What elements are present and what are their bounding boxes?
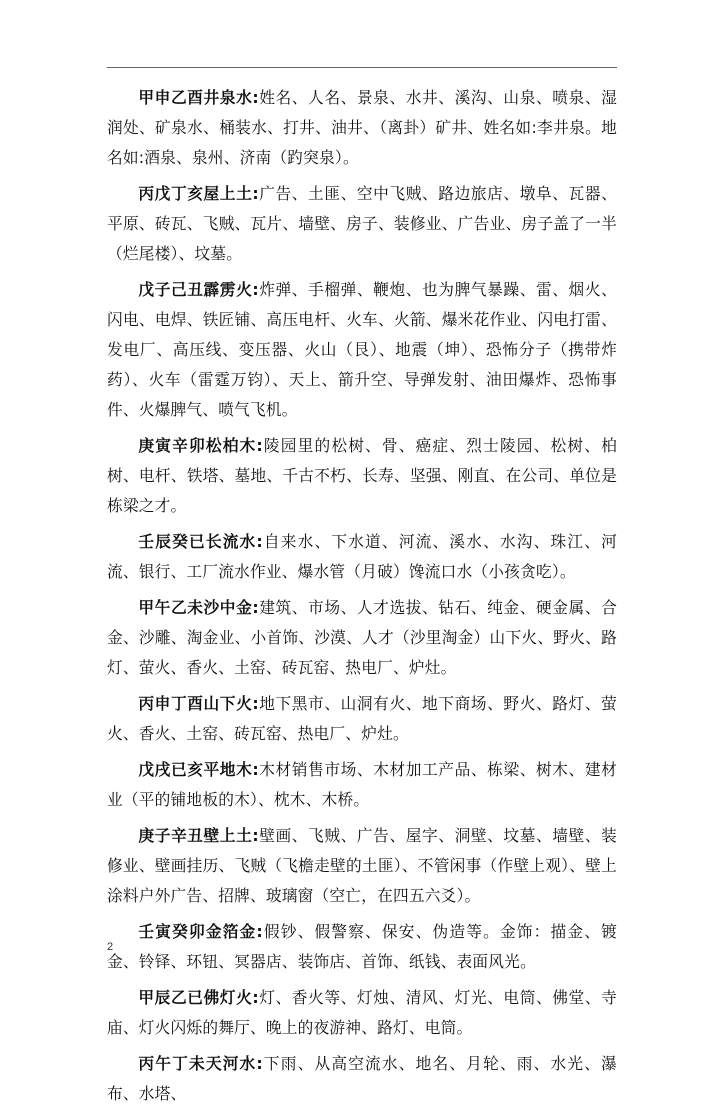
paragraph-gengyin-xinmao [107,431,617,521]
header-rule [107,67,617,68]
paragraph-bingxu-dinghai [107,179,617,269]
paragraph-text: 建筑、市场、人才选拔、钻石、纯金、硬金属、合金、沙雕、淘金业、小首饰、沙漠、人才（沙里淘金）山下火、野火、路灯、萤火、香火、土窑、砖瓦窑、热电厂、炉灶。 [107,598,617,677]
paragraph-text: 下雨、从高空流水、地名、月轮、雨、水光、瀑布、水塔、 [107,1054,618,1103]
paragraph-label: 丙戊丁亥屋上土: [138,184,259,203]
paragraph-text: 地下黑市、山洞有火、地下商场、野火、路灯、萤火、香火、土窑、砖瓦窑、热电厂、炉灶。 [107,694,617,743]
paragraph-text: 陵园里的松树、骨、癌症、烈士陵园、松树、柏树、电杆、铁塔、墓地、千古不朽、长寿、坚强、刚直、在公司、单位是栋梁之才。 [107,436,618,515]
paragraph-label: 丙申丁酉山下火: [138,694,259,713]
paragraph-bingshen-dingyou [107,689,617,749]
paragraph-label: 壬寅癸卯金箔金: [138,922,263,941]
paragraph-label: 壬辰癸已长流水: [138,532,263,551]
paragraph-text: 假钞、假警察、保安、伪造等。金饰：描金、镀金、铃铎、环钮、冥器店、装饰店、首饰、纸钱、表面风光。 [107,922,618,971]
document-body [107,83,617,1115]
paragraph-jiachen-yisi [107,983,617,1043]
paragraph-text: 木材销售市场、木材加工产品、栋梁、树木、建材业（平的铺地板的木）、枕木、木桥。 [107,760,617,809]
paragraph-text: 壁画、飞贼、广告、屋字、洞壁、坟墓、墙壁、装修业、壁画挂历、飞贼（飞檐走壁的土匪）、不管闲事（作壁上观）、壁上涂料户外广告、招牌、玻璃窗（空亡，在四五六爻）。 [107,826,617,905]
paragraph-label: 庚寅辛卯松柏木: [138,436,263,455]
paragraph-wuxu-jihai [107,755,617,815]
paragraph-renchen-guisi [107,527,617,587]
paragraph-label: 甲午乙未沙中金: [138,598,259,617]
paragraph-text: 炸弹、手榴弹、鞭炮、也为脾气暴躁、雷、烟火、闪电、电焊、铁匠铺、高压电杆、火车、火箭、爆米花作业、闪电打雷、发电厂、高压线、变压器、火山（艮）、地震（坤）、恐怖分子（携带炸药）、火车（雷霆万钧）、天上、箭升空、导弹发射、油田爆炸、恐怖事件、火爆脾气、喷气飞机。 [107,280,617,419]
paragraph-text: 灯、香火等、灯烛、清风、灯光、电筒、佛堂、寺庙、灯火闪烁的舞厅、晚上的夜游神、路灯、电筒。 [107,988,617,1037]
paragraph-label: 戊子己丑霹雳火: [138,280,259,299]
paragraph-bingwu-dingwei [107,1049,617,1109]
paragraph-label: 甲辰乙已佛灯火: [138,988,259,1007]
paragraph-text: 姓名、人名、景泉、水井、溪沟、山泉、喷泉、湿润处、矿泉水、桶装水、打井、油井、（离卦）矿井、姓名如:李井泉。地名如:酒泉、泉州、济南（趵突泉）。 [107,88,617,167]
paragraph-gengzi-xinchou [107,821,617,911]
paragraph-text: 自来水、下水道、河流、溪水、水沟、珠江、河流、银行、工厂流水作业、爆水管（月破）馋流口水（小孩贪吃）。 [107,532,618,581]
paragraph-text: 广告、土匪、空中飞贼、路边旅店、墩阜、瓦器、平原、砖瓦、飞贼、瓦片、墙壁、房子、装修业、广告业、房子盖了一半（烂尾楼）、坟墓。 [107,184,617,263]
paragraph-label: 庚子辛丑壁上土: [138,826,259,845]
paragraph-label: 丙午丁未天河水: [138,1054,263,1073]
paragraph-label: 戊戌已亥平地木: [138,760,259,779]
paragraph-jiashen-yiyou [107,83,617,173]
paragraph-jiawu-yiwei [107,593,617,683]
paragraph-renyin-guimao [107,917,617,977]
paragraph-wuzi-jichou [107,275,617,425]
paragraph-label: 甲申乙酉井泉水: [138,88,259,107]
page-number: 2 [107,941,114,953]
